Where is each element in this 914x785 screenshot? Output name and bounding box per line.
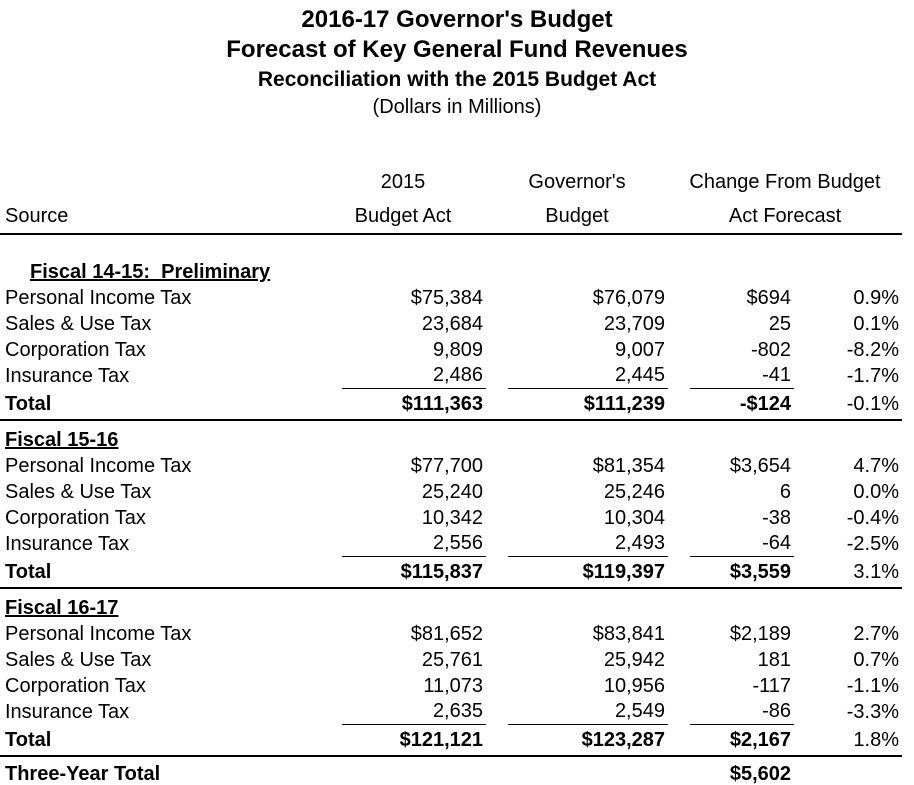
table-row	[0, 505, 902, 531]
cell-budget-act: 25,240	[421, 481, 483, 503]
cell-governors-budget: $83,841	[592, 623, 665, 645]
row-label: Insurance Tax	[5, 701, 130, 723]
row-label: Personal Income Tax	[5, 623, 192, 645]
row-label: Sales & Use Tax	[5, 313, 152, 335]
row-label: Corporation Tax	[5, 507, 146, 529]
section-total-row	[0, 725, 902, 756]
section-label: Fiscal 15-16	[5, 429, 119, 451]
table-row	[0, 285, 902, 311]
cell-governors-budget: 23,709	[603, 313, 665, 335]
three-year-total-row	[0, 756, 902, 785]
cell-governors-budget: 2,549	[486, 699, 668, 725]
cell-budget-act: 2,486	[320, 363, 486, 389]
row-label: Sales & Use Tax	[5, 481, 152, 503]
total-label: Total	[0, 725, 320, 756]
row-label: Corporation Tax	[5, 339, 146, 361]
document-title-block	[0, 0, 914, 121]
section-header-fiscal-15-16	[0, 420, 902, 453]
cell-change: -802	[750, 339, 791, 361]
cell-governors-budget: 2,493	[486, 531, 668, 557]
section-label: Fiscal 16-17	[5, 597, 119, 619]
row-label: Personal Income Tax	[5, 287, 192, 309]
col-header-source: Source	[0, 195, 320, 234]
cell-change-pct: -0.4%	[846, 507, 900, 529]
section-header-fiscal-14-15	[0, 253, 902, 285]
table-row	[0, 337, 902, 363]
table-row	[0, 453, 902, 479]
table-row	[0, 621, 902, 647]
header-empty-cell	[0, 165, 320, 195]
cell-change: -64	[668, 531, 794, 557]
col-header-budget-act-line2: Budget Act	[320, 195, 486, 234]
cell-budget-act: 2,635	[320, 699, 486, 725]
title-subtitle-units: (Dollars in Millions)	[372, 96, 542, 118]
cell-change-pct: 2.7%	[853, 623, 900, 645]
cell-budget-act: 23,684	[421, 313, 483, 335]
cell-change: -86	[668, 699, 794, 725]
cell-budget-act: 25,761	[421, 649, 483, 671]
cell-change: 6	[779, 481, 791, 503]
cell-change: 181	[757, 649, 791, 671]
cell-change-pct: -3.3%	[846, 701, 900, 723]
cell-change: -$124	[668, 389, 794, 420]
cell-change-pct	[794, 756, 902, 785]
section-label: Fiscal 14-15: Preliminary	[30, 261, 271, 283]
title-line-3: Reconciliation with the 2015 Budget Act	[257, 68, 657, 91]
cell-budget-act: 2,556	[320, 531, 486, 557]
col-header-change-line1: Change From Budget	[689, 171, 881, 193]
cell-budget-act: $75,384	[410, 287, 483, 309]
cell-change-pct: -8.2%	[846, 339, 900, 361]
cell-governors-budget: $81,354	[592, 455, 665, 477]
cell-change-pct: -1.7%	[846, 365, 900, 387]
cell-change: $2,189	[729, 623, 791, 645]
table-header-row-1	[0, 165, 902, 195]
cell-governors-budget: $111,239	[486, 389, 668, 420]
total-label: Total	[0, 389, 320, 420]
cell-change: -38	[762, 507, 791, 529]
row-label: Personal Income Tax	[5, 455, 192, 477]
cell-change: $694	[746, 287, 791, 309]
cell-change: -117	[752, 675, 791, 697]
cell-governors-budget: 9,007	[614, 339, 665, 361]
row-label: Sales & Use Tax	[5, 649, 152, 671]
cell-governors-budget: $76,079	[592, 287, 665, 309]
cell-change-pct: 0.0%	[853, 481, 900, 503]
row-label: Insurance Tax	[5, 533, 130, 555]
table-row	[0, 479, 902, 505]
cell-change-pct: 0.1%	[853, 313, 900, 335]
cell-budget-act: 10,342	[421, 507, 483, 529]
cell-change-pct: -1.1%	[846, 675, 900, 697]
cell-governors-budget: 25,246	[603, 481, 665, 503]
table-row	[0, 363, 902, 389]
cell-budget-act: 9,809	[432, 339, 483, 361]
cell-governors-budget: 2,445	[486, 363, 668, 389]
table-row	[0, 311, 902, 337]
cell-budget-act: $121,121	[320, 725, 486, 756]
cell-budget-act: 11,073	[423, 675, 483, 697]
section-total-row	[0, 557, 902, 588]
cell-change: -41	[668, 363, 794, 389]
cell-change: $2,167	[668, 725, 794, 756]
cell-change: $5,602	[729, 763, 791, 785]
col-header-change-line2: Act Forecast	[668, 195, 902, 234]
col-header-governors-budget-line2: Budget	[486, 195, 668, 234]
cell-change-pct: 4.7%	[853, 455, 900, 477]
table-header-row-2	[0, 195, 902, 234]
cell-governors-budget: 10,956	[603, 675, 665, 697]
total-label: Total	[0, 557, 320, 588]
table-row	[0, 647, 902, 673]
grand-total-label: Three-Year Total	[5, 763, 161, 785]
cell-budget-act: $115,837	[320, 557, 486, 588]
cell-change: 25	[768, 313, 791, 335]
cell-change-pct: 0.9%	[853, 287, 900, 309]
row-label: Corporation Tax	[5, 675, 146, 697]
title-line-1: 2016-17 Governor's Budget	[301, 6, 613, 33]
cell-governors-budget: $123,287	[486, 725, 668, 756]
cell-governors-budget: $119,397	[486, 557, 668, 588]
cell-governors-budget: 25,942	[603, 649, 665, 671]
cell-change-pct: -0.1%	[794, 389, 902, 420]
cell-change-pct: 1.8%	[794, 725, 902, 756]
cell-budget-act: $77,700	[410, 455, 483, 477]
cell-governors-budget: 10,304	[603, 507, 665, 529]
cell-change: $3,654	[729, 455, 791, 477]
cell-change-pct: 0.7%	[853, 649, 900, 671]
col-header-budget-act-line1: 2015	[380, 171, 426, 193]
spacer-row	[0, 234, 902, 253]
table-row	[0, 699, 902, 725]
section-total-row	[0, 389, 902, 420]
cell-budget-act	[320, 756, 486, 785]
cell-governors-budget	[486, 756, 668, 785]
cell-change-pct: -2.5%	[846, 533, 900, 555]
row-label: Insurance Tax	[5, 365, 130, 387]
revenue-reconciliation-table	[0, 165, 902, 785]
table-row	[0, 531, 902, 557]
section-header-fiscal-16-17	[0, 588, 902, 621]
cell-change: $3,559	[668, 557, 794, 588]
table-row	[0, 673, 902, 699]
col-header-governors-budget-line1: Governor's	[528, 171, 626, 193]
cell-change-pct: 3.1%	[794, 557, 902, 588]
cell-budget-act: $111,363	[320, 389, 486, 420]
cell-budget-act: $81,652	[410, 623, 483, 645]
title-line-2: Forecast of Key General Fund Revenues	[226, 36, 688, 63]
